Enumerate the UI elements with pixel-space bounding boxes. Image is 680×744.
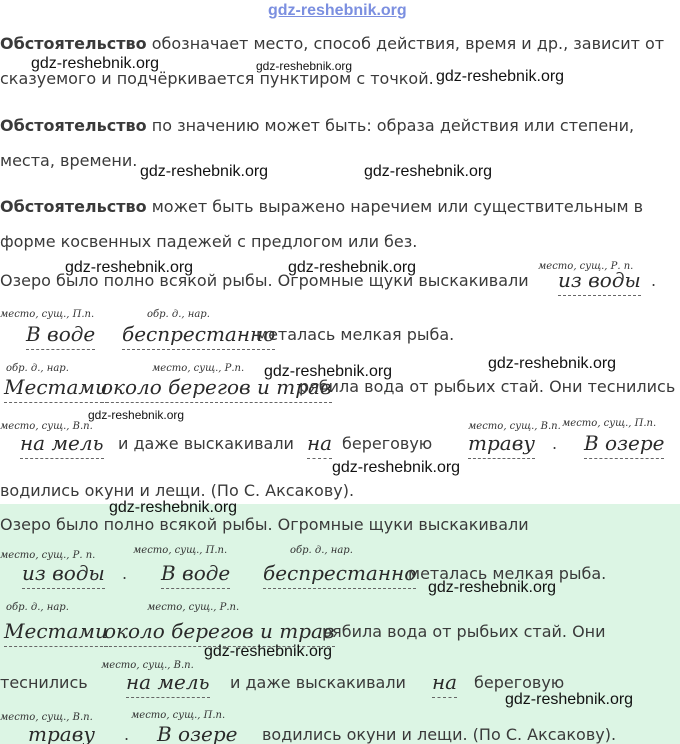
ex-text-ryabila: рябила вода от рыбьих стай. Они теснились xyxy=(299,377,676,396)
ans-text-beregovuyu: береговую xyxy=(474,673,565,692)
rule-3-text: может быть выражено наречием или существительным в xyxy=(151,197,644,216)
watermark: gdz-reshebnik.org xyxy=(204,643,333,660)
ans-word-okolo: около берегов и трав xyxy=(104,619,335,647)
ans-ann-v-ozere: место, сущ., П.п. xyxy=(131,710,226,721)
watermark: gdz-reshebnik.org xyxy=(288,259,417,276)
watermark: gdz-reshebnik.org xyxy=(88,408,185,422)
ex-word-mestami: Местами xyxy=(4,375,108,403)
ex-ann-v-ozere: место, сущ., П.п. xyxy=(562,418,657,429)
ans-text-tesnilis: теснились xyxy=(0,673,88,692)
watermark: gdz-reshebnik.org xyxy=(428,579,557,596)
ex-word-na-mel: на мель xyxy=(20,431,104,459)
ans-ann-okolo: место, сущ., Р.п. xyxy=(147,602,240,613)
ex-word-bespr: беспрестанно xyxy=(122,322,275,350)
ex-word-okolo: около берегов и трав xyxy=(101,375,332,403)
ex-word-v-ozere: В озере xyxy=(584,431,664,459)
rule-3-line-1 xyxy=(0,197,643,216)
ans-word-v-ozere: В озере xyxy=(157,722,238,744)
ans-ann-v-vode: место, сущ., П.п. xyxy=(133,545,228,556)
ans-text-metalas: металась мелкая рыба. xyxy=(408,564,607,583)
rule-1-line-2: сказуемого и подчёркивается пунктиром с точкой. xyxy=(0,69,434,88)
rule-2-line-2: места, времени. xyxy=(0,151,138,170)
rule-1-text: обозначает место, способ действия, время и др., зависит от xyxy=(151,34,665,53)
rule-3-line-2: форме косвенных падежей с предлогом или без. xyxy=(0,232,418,251)
ex-ann-travu: место, сущ., В.п. xyxy=(468,421,561,432)
ans-dot-2: . xyxy=(124,725,130,744)
ex-ann-na-mel: место, сущ., В.п. xyxy=(0,421,93,432)
ex-word-travu: траву xyxy=(468,431,535,459)
watermark: gdz-reshebnik.org xyxy=(488,355,617,372)
ans-line-1-text: Озеро было полно всякой рыбы. Огромные щуки выскакивали xyxy=(0,515,529,534)
ans-word-na-mel: на мель xyxy=(126,670,210,698)
ex-word-na: на xyxy=(307,431,332,459)
ans-text-i-dazhe: и даже выскакивали xyxy=(230,673,406,692)
ans-word-iz-vody: из воды xyxy=(22,561,105,589)
ex-ann-v-vode: место, сущ., П.п. xyxy=(0,309,95,320)
rule-2-text: по значению может быть: образа действия или степени, xyxy=(151,116,635,135)
rule-1-term: Обстоятельство xyxy=(0,34,147,53)
ans-ann-travu: место, сущ., В.п. xyxy=(0,712,93,723)
ans-dot-1: . xyxy=(122,564,128,583)
watermark: gdz-reshebnik.org xyxy=(65,259,194,276)
ex-dot-1: . xyxy=(651,271,657,290)
rule-2-line-1 xyxy=(0,116,634,135)
ex-text-metalas: металась мелкая рыба. xyxy=(256,325,455,344)
ex-ann-mestami: обр. д., нар. xyxy=(6,363,69,374)
ex-dot-2: . xyxy=(552,434,558,453)
ans-ann-na-mel: место, сущ., В.п. xyxy=(101,660,194,671)
ex-text-beregovuyu: береговую xyxy=(342,434,433,453)
watermark: gdz-reshebnik.org xyxy=(436,68,565,85)
ans-word-bespr: беспрестанно xyxy=(263,561,416,589)
ex-ann-bespr: обр. д., нар. xyxy=(147,309,210,320)
ex-word-v-vode: В воде xyxy=(26,322,95,350)
ex-ann-iz-vody: место, сущ., Р. п. xyxy=(538,261,634,272)
ans-ann-mestami: обр. д., нар. xyxy=(6,602,69,613)
watermark: gdz-reshebnik.org xyxy=(31,55,160,72)
ans-word-travu: траву xyxy=(28,722,95,744)
watermark: gdz-reshebnik.org xyxy=(505,691,634,708)
watermark: gdz-reshebnik.org xyxy=(256,59,353,73)
ans-word-v-vode: В воде xyxy=(161,561,230,589)
watermark: gdz-reshebnik.org xyxy=(332,459,461,476)
ex-word-iz-vody: из воды xyxy=(558,268,641,296)
ans-word-na: на xyxy=(432,670,457,698)
rule-3-term: Обстоятельство xyxy=(0,197,147,216)
ex-line-1-text: Озеро было полно всякой рыбы. Огромные щуки выскакивали xyxy=(0,271,529,290)
ans-word-mestami: Местами xyxy=(4,619,108,647)
watermark: gdz-reshebnik.org xyxy=(140,163,269,180)
ex-ann-okolo: место, сущ., Р.п. xyxy=(152,363,245,374)
watermark: gdz-reshebnik.org xyxy=(264,363,393,380)
rule-1-line-1 xyxy=(0,34,664,53)
watermark-top: gdz-reshebnik.org xyxy=(268,2,407,19)
ans-text-ryabila: рябила вода от рыбьих стай. Они xyxy=(322,622,606,641)
watermark: gdz-reshebnik.org xyxy=(109,499,238,516)
rule-2-term: Обстоятельство xyxy=(0,116,147,135)
ans-ann-iz-vody: место, сущ., Р. п. xyxy=(0,550,96,561)
ans-ann-bespr: обр. д., нар. xyxy=(290,545,353,556)
watermark: gdz-reshebnik.org xyxy=(364,163,493,180)
ex-text-vodilis: водились окуни и лещи. (По С. Аксакову). xyxy=(0,481,355,500)
ans-text-vodilis: водились окуни и лещи. (По С. Аксакову). xyxy=(262,725,617,744)
ex-text-i-dazhe: и даже выскакивали xyxy=(118,434,294,453)
